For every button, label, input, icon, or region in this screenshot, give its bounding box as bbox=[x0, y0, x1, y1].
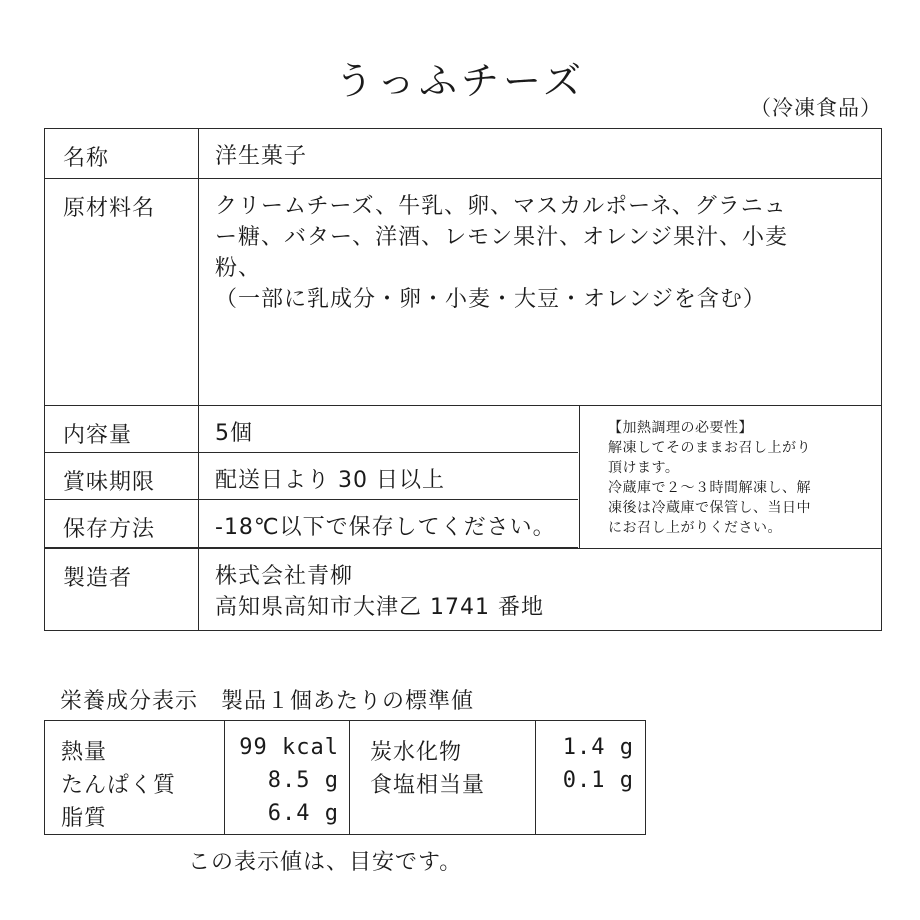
ingredients-line: クリームチーズ、牛乳、卵、マスカルポーネ、グラニュ bbox=[215, 194, 787, 219]
row-name-heading: 名称 bbox=[63, 146, 110, 171]
ingredients-line: （一部に乳成分・卵・小麦・大豆・オレンジを含む） bbox=[215, 287, 766, 312]
row-name bbox=[45, 129, 881, 179]
row-content bbox=[45, 406, 578, 453]
cooking-note-line: にお召し上がりください。 bbox=[608, 520, 782, 536]
row-content-header-cell bbox=[45, 406, 199, 452]
nutrition-label-energy: 熱量 bbox=[61, 740, 108, 765]
food-label-table bbox=[44, 128, 882, 631]
product-category: （冷凍食品） bbox=[750, 96, 882, 120]
nutrition-label-carbohydrate: 炭水化物 bbox=[370, 740, 463, 765]
row-ingredients bbox=[45, 179, 881, 406]
cooking-note-line: 凍後は冷蔵庫で保管し、当日中 bbox=[608, 500, 811, 516]
row-storage bbox=[45, 500, 578, 548]
row-manufacturer-heading: 製造者 bbox=[63, 566, 133, 591]
row-storage-value: -18℃以下で保存してください。 bbox=[215, 515, 556, 540]
cooking-note-line: 冷蔵庫で２～３時間解凍し、解 bbox=[608, 480, 811, 496]
nutrition-label-salt: 食塩相当量 bbox=[370, 773, 486, 798]
row-best-before bbox=[45, 453, 578, 500]
row-best-before-header-cell bbox=[45, 453, 199, 499]
product-title: うっふチーズ bbox=[334, 59, 586, 103]
row-best-before-heading: 賞味期限 bbox=[63, 470, 156, 495]
nutrition-value-salt: 0.1 g bbox=[562, 768, 634, 793]
manufacturer-text bbox=[215, 561, 865, 623]
nutrition-value-protein: 8.5 g bbox=[267, 768, 339, 793]
nutrition-footnote: この表示値は、目安です。 bbox=[188, 850, 463, 875]
ingredients-line: ー糖、バター、洋酒、レモン果汁、オレンジ果汁、小麦 bbox=[215, 225, 789, 250]
nutrition-value-carbohydrate: 1.4 g bbox=[562, 735, 634, 760]
row-name-header-cell bbox=[45, 129, 199, 178]
cooking-note bbox=[608, 418, 870, 538]
row-content-value: 5個 bbox=[215, 421, 253, 446]
row-storage-header-cell bbox=[45, 500, 199, 547]
cooking-note-box bbox=[579, 406, 882, 548]
nutrition-table bbox=[44, 720, 646, 835]
nutrition-value-fat: 6.4 g bbox=[267, 801, 339, 826]
ingredients-line: 粉、 bbox=[215, 256, 262, 281]
cooking-note-line: 頂けます。 bbox=[608, 460, 680, 476]
row-storage-heading: 保存方法 bbox=[63, 517, 156, 542]
nutrition-heading: 栄養成分表示 製品１個あたりの標準値 bbox=[60, 689, 475, 714]
manufacturer-address: 高知県高知市大津乙 1741 番地 bbox=[215, 595, 544, 620]
manufacturer-name: 株式会社青柳 bbox=[215, 564, 354, 589]
row-manufacturer-header-cell bbox=[45, 549, 199, 630]
row-ingredients-header-cell bbox=[45, 179, 199, 405]
cooking-note-line: 解凍してそのままお召し上がり bbox=[608, 440, 811, 456]
nutrition-value-energy: 99 kcal bbox=[239, 735, 339, 760]
nutrition-label-protein: たんぱく質 bbox=[61, 773, 177, 798]
row-name-value: 洋生菓子 bbox=[215, 144, 308, 169]
ingredients-text bbox=[215, 191, 865, 315]
row-best-before-value: 配送日より 30 日以上 bbox=[215, 468, 445, 493]
cooking-note-line: 【加熱調理の必要性】 bbox=[608, 420, 753, 436]
row-ingredients-heading: 原材料名 bbox=[63, 196, 156, 221]
row-manufacturer bbox=[45, 548, 881, 630]
row-content-heading: 内容量 bbox=[63, 423, 133, 448]
nutrition-label-fat: 脂質 bbox=[61, 806, 108, 831]
